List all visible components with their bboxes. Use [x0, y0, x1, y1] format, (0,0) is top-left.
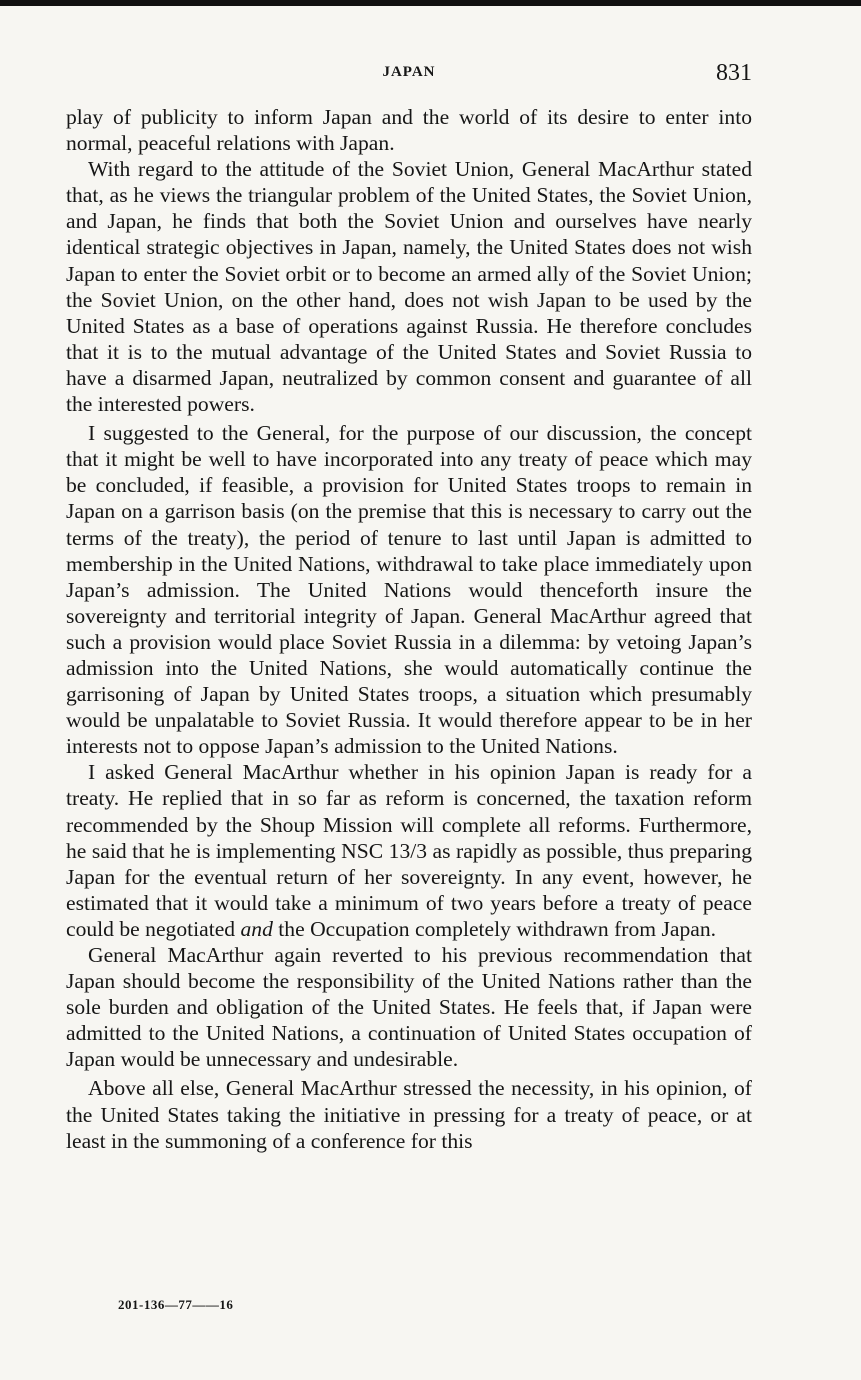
paragraph-4-italic-word: and: [240, 916, 273, 941]
body-text: [66, 104, 752, 1154]
paragraph-2: With regard to the attitude of the Soviet Union, General MacArthur stated that, as he views the triangular problem of the United States, the Soviet Union, and Japan, he finds that both the Soviet Union and ourselves have nearly identical strategic objectives in Japan, namely, the United States does not wish Japan to enter the Soviet orbit or to become an armed ally of the Soviet Union; the Soviet Union, on the other hand, does not wish Japan to be used by the United States as a base of operations against Russia. He therefore concludes that it is to the mutual advantage of the United States and Soviet Russia to have a disarmed Japan, neutralized by common consent and guarantee of all the interested powers.: [66, 157, 752, 417]
paragraph-5: General MacArthur again reverted to his previous recommendation that Japan should become the responsibility of the United Nations rather than the sole burden and obligation of the United States. He feels that, if Japan were admitted to the United Nations, a continuation of United States occupation of Japan would be unnecessary and undesirable.: [66, 943, 752, 1072]
paragraph-6: Above all else, General MacArthur stressed the necessity, in his opinion, of the United States taking the initiative in pressing for a treaty of peace, or at least in the summoning of a conference for this: [66, 1076, 752, 1153]
page-number: 831: [716, 60, 752, 86]
paragraph-4-text-before: I asked General MacArthur whether in his opinion Japan is ready for a treaty. He replied that in so far as reform is concerned, the taxation reform recommended by the Shoup Mission will complete all reforms. Furthermore, he said that he is implementing NSC 13/3 as rapidly as possible, thus preparing Japan for the eventual return of her sovereignty. In any event, however, he estimated that it would take a minimum of two years before a treaty of peace could be negotiated: [66, 760, 752, 941]
page-header: [66, 60, 752, 90]
paragraph-1: play of publicity to inform Japan and the world of its desire to enter into normal, peaceful relations with Japan.: [66, 105, 752, 156]
paragraph-3: I suggested to the General, for the purpose of our discussion, the concept that it might be well to have incorporated into any treaty of peace which may be concluded, if feasible, a provision for United States troops to remain in Japan on a garrison basis (on the premise that this is necessary to carry out the terms of the treaty), the period of tenure to last until Japan is admitted to membership in the United Nations, withdrawal to take place immediately upon Japan’s admission. The United Nations would thenceforth insure the sovereignty and territorial integrity of Japan. General MacArthur agreed that such a provision would place Soviet Russia in a dilemma: by vetoing Japan’s admission into the United Nations, she would automatically continue the garrisoning of Japan by United States troops, a situation which presumably would be unpalatable to Soviet Russia. It would therefore appear to be in her interests not to oppose Japan’s admission to the United Nations.: [66, 421, 752, 759]
paragraph-4-text-after: the Occupation completely withdrawn from Japan.: [272, 916, 717, 941]
paragraph-4: [66, 759, 752, 942]
top-border-rule: [0, 0, 861, 6]
print-job-code: 201-136—77——16: [118, 1297, 234, 1312]
running-head: JAPAN: [382, 64, 436, 80]
